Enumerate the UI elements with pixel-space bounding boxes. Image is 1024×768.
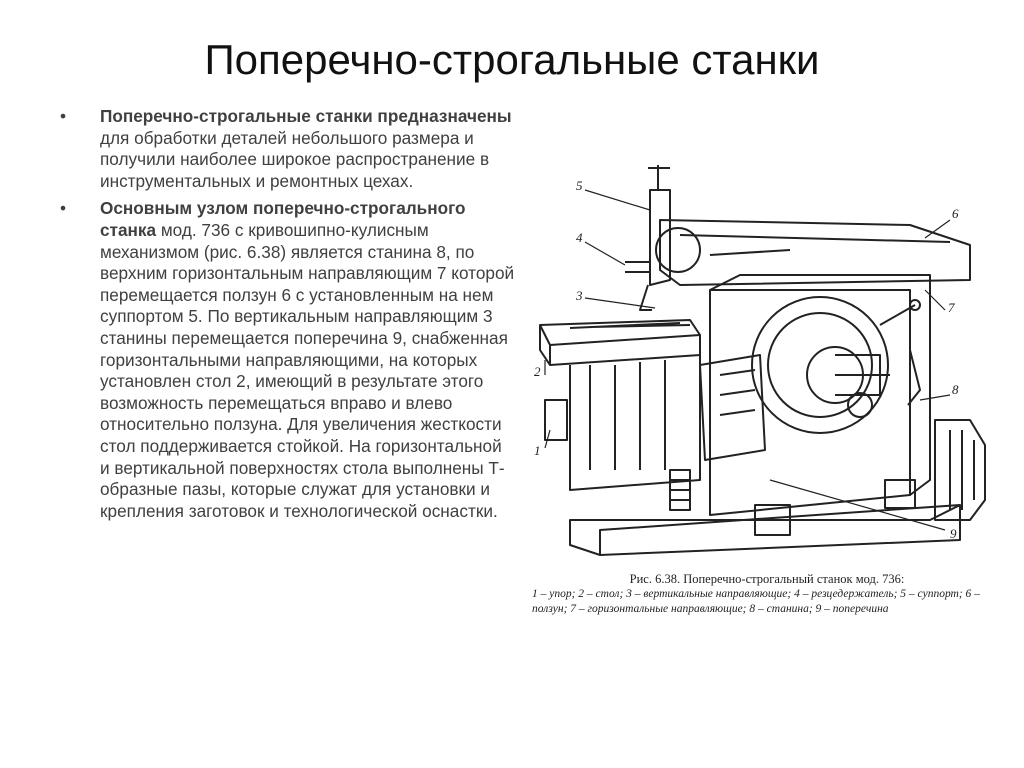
callout-6: 6 xyxy=(952,206,959,221)
callout-5: 5 xyxy=(576,178,583,193)
bullet-1-bold: Поперечно-строгальные станки предназначены xyxy=(100,106,512,126)
callout-7: 7 xyxy=(948,300,955,315)
callout-3: 3 xyxy=(576,288,583,303)
callout-4: 4 xyxy=(576,230,583,245)
bullet-list xyxy=(60,106,515,528)
bullet-item-purpose xyxy=(60,106,515,192)
slide-title: Поперечно-строгальные станки xyxy=(204,36,820,83)
caption-legend-line-1: 1 – упор; 2 – стол; 3 – вертикальные направляющие; 4 – резцедержатель; 5 – суппорт; 6 – xyxy=(532,588,980,600)
bullet-1-text: для обработки деталей небольшого размера и получили наиболее широкое распространение в инструментальных и ремонтных цехах. xyxy=(100,127,490,191)
frame-body xyxy=(710,290,910,515)
bullet-item-main-unit xyxy=(60,198,515,522)
callout-9: 9 xyxy=(950,526,957,541)
callout-1: 1 xyxy=(534,443,541,458)
bullet-dot-icon: • xyxy=(60,106,67,126)
bullet-2-bold: Основным узлом поперечно-строгального станка xyxy=(100,198,466,240)
callout-8: 8 xyxy=(952,382,959,397)
shaping-machine-drawing xyxy=(530,150,1000,580)
machine-base xyxy=(570,505,960,555)
bullet-2-text: мод. 736 с кривошипно-кулисным механизмом (рис. 6.38) является станина 8, по верхним горизонтальным направляющим 7 которой перемещается ползун 6 с установленным на нем суппортом 5. По вертикальным направляющим 3 станины перемещается поперечина 9, снабженная горизонтальными направляющими, на которых установлен стол 2, имеющий в результате этого возможность перемещаться вправо и влево относительно ползуна. Для увеличения жесткости стол поддерживается стойкой. На горизонтальной и вертикальной поверхностях стола выполнены Т-образные пазы, которые служат для установки и крепления заготовок и технологической оснастки. xyxy=(100,219,515,521)
caption-title: Рис. 6.38. Поперечно-строгальный станок мод. 736: xyxy=(629,572,905,586)
figure-caption xyxy=(532,572,1002,617)
caption-legend-line-2: ползун; 7 – горизонтальные направляющие; 8 – станина; 9 – поперечина xyxy=(532,603,889,615)
bullet-dot-icon: • xyxy=(60,198,67,219)
callout-2: 2 xyxy=(534,364,541,379)
